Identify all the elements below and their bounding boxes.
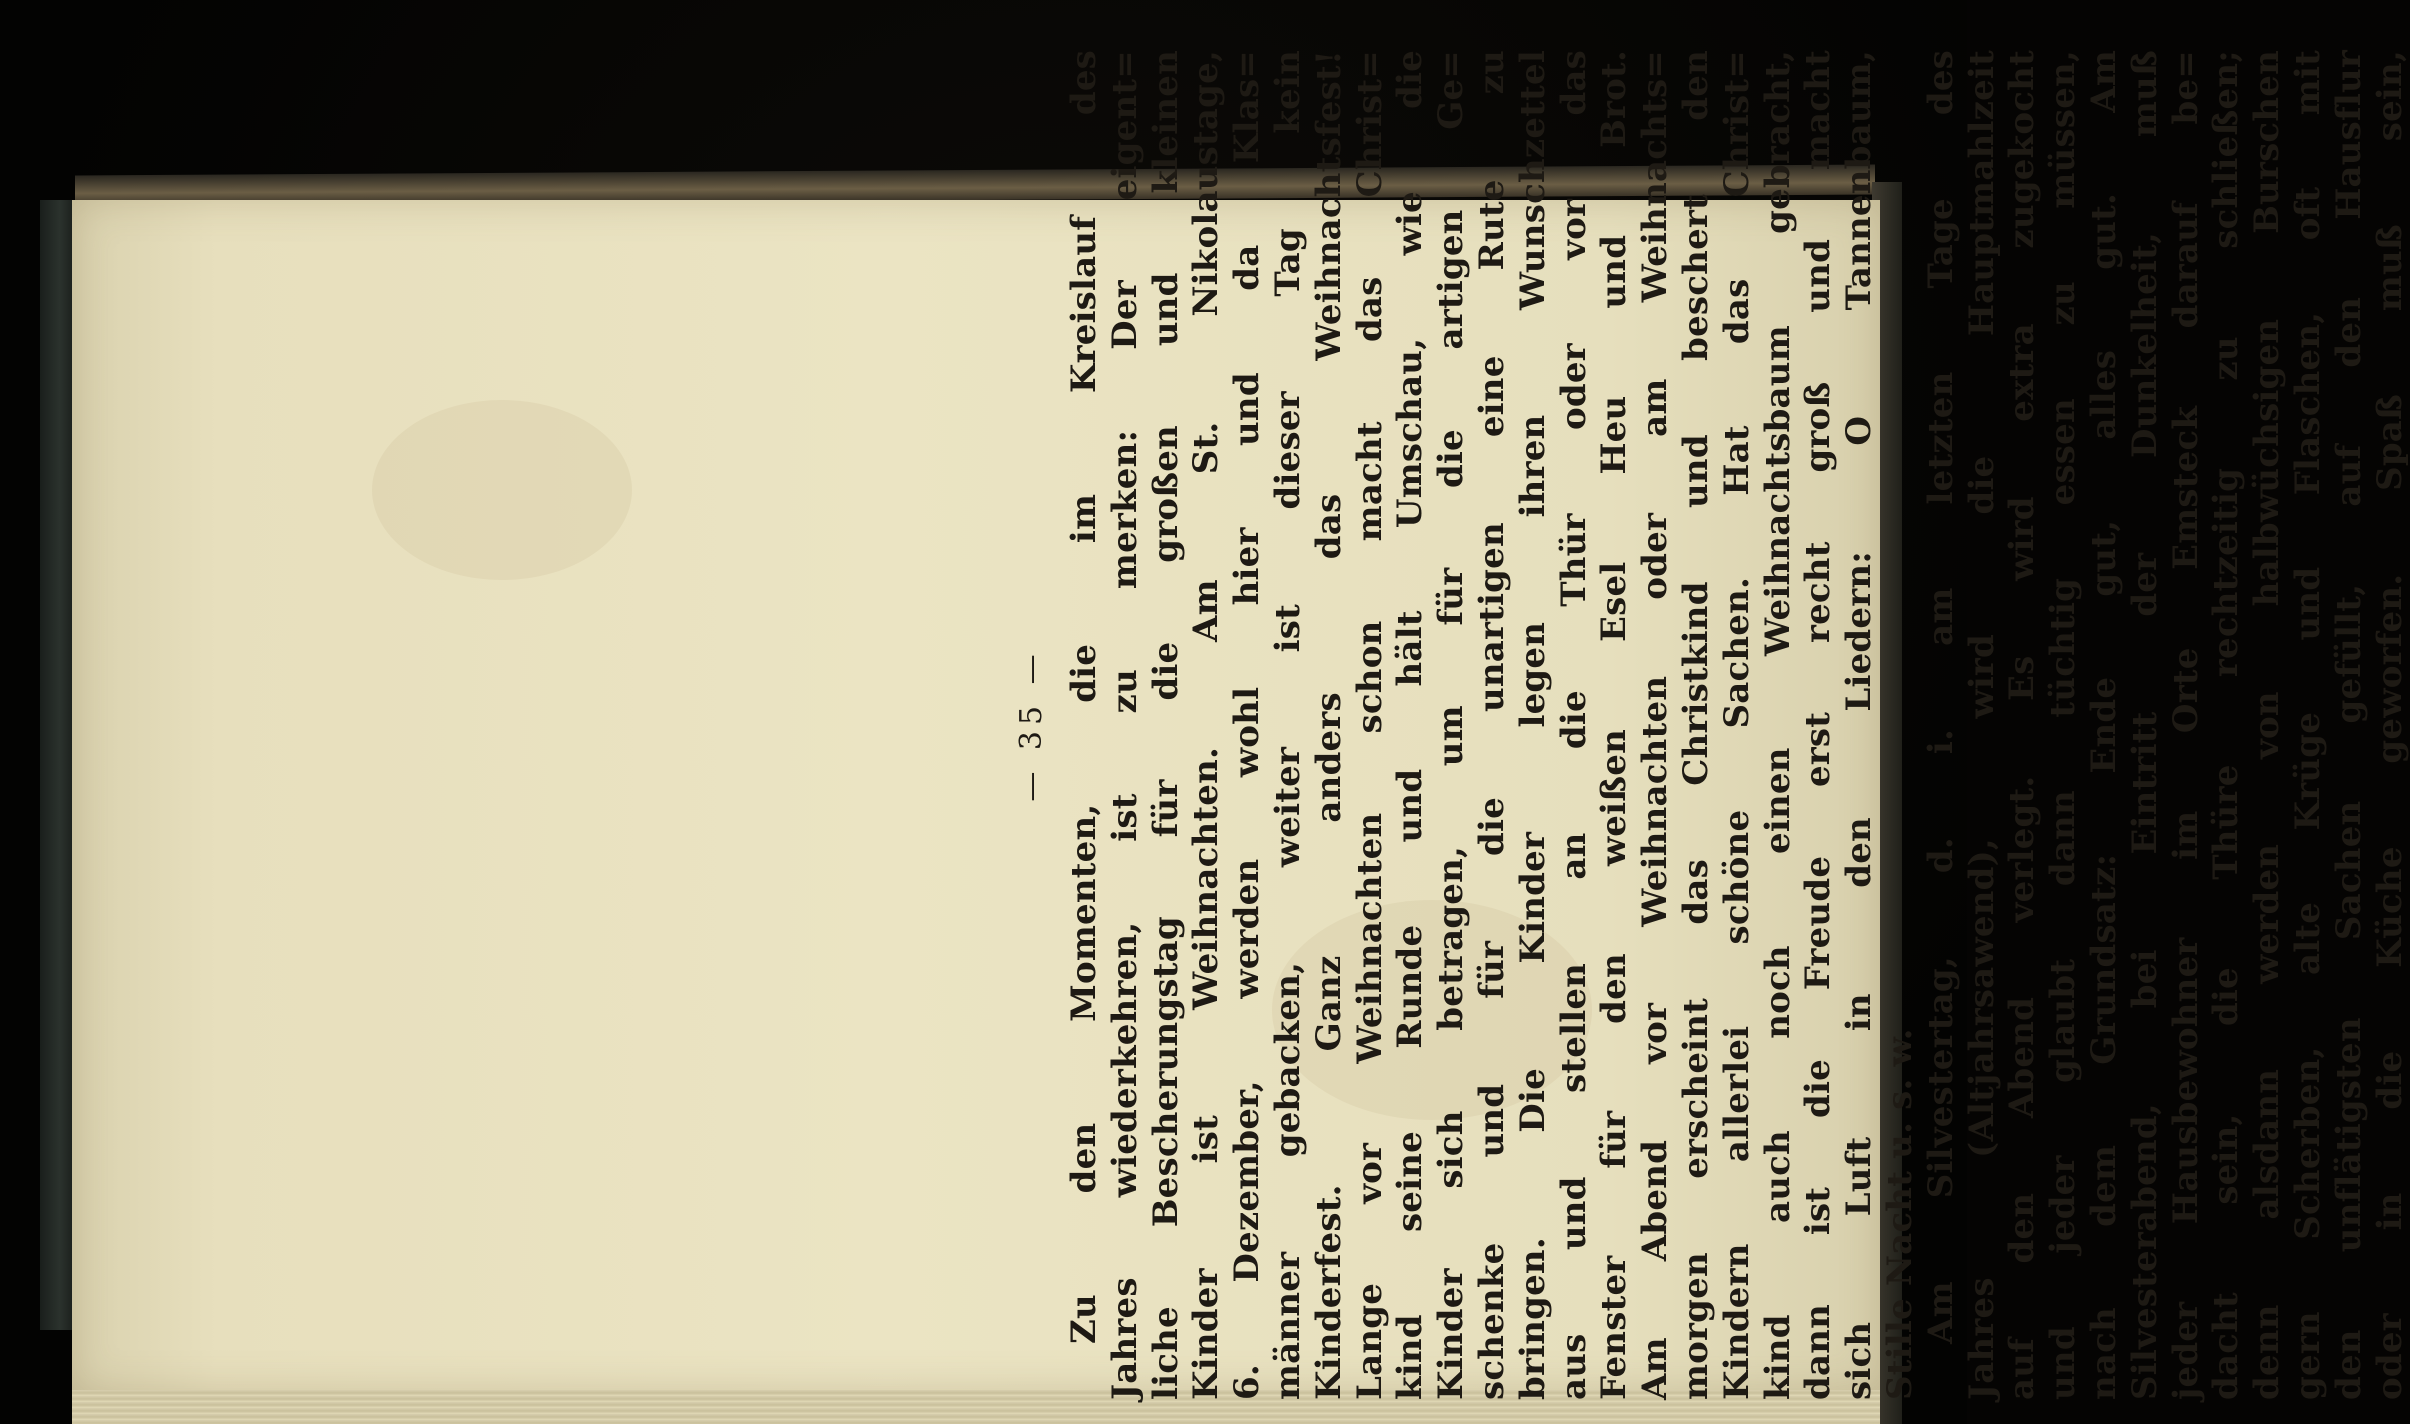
text-line: jeder Hausbewohner im Orte Emsteck darauf be=	[2165, 50, 2206, 1400]
text-line: aus und stellen an die Thür oder vor das	[1553, 50, 1594, 1400]
page-number-dash-left: —	[1014, 765, 1049, 802]
text-line: kind auch noch einen Weihnachtsbaum gebracht,	[1757, 50, 1798, 1400]
text-line: liche Bescherungstag für die großen und kleinen	[1145, 50, 1186, 1400]
text-line: kind seine Runde und hält Umschau, wie die	[1390, 50, 1431, 1400]
page-number-dash-right: —	[1014, 648, 1049, 685]
text-line: Kinder sich betragen, um für die artigen Ge=	[1431, 50, 1472, 1400]
text-line: Kinder ist Weihnachten. Am St. Nikolaustage,	[1186, 50, 1227, 1400]
text-line: sich Luft in den Liedern: O Tannenbaum,	[1839, 50, 1880, 1400]
text-line: Kinderfest. Ganz anders das Weihnachtsfest!	[1308, 50, 1349, 1400]
text-line: Silvesterabend, bei Eintritt der Dunkelheit, muß	[2124, 50, 2165, 1400]
text-line: dacht sein, die Thüre rechtzeitig zu schließen;	[2206, 50, 2247, 1400]
text-line: und jeder glaubt dann tüchtig essen zu müssen,	[2043, 50, 2084, 1400]
text-line: Jahres (Altjahrsawend), wird die Hauptmahlzeit	[1961, 50, 2002, 1400]
text-line: denn alsdann werden von halbwüchsigen Burschen	[2247, 50, 2288, 1400]
text-line: männer gebacken, weiter ist dieser Tag kein	[1267, 50, 1308, 1400]
text-line: Fenster für den weißen Esel Heu und Brot.	[1594, 50, 1635, 1400]
text-line: morgen erscheint das Christkind und beschert den	[1675, 50, 1716, 1400]
text-line: nach dem Grundsatz: Ende gut, alles gut. Am	[2083, 50, 2124, 1400]
text-line: 6. Dezember, werden wohl hier und da Klas=	[1227, 50, 1268, 1400]
text-line: Am Silvestertag, d. i. am letzten Tage des	[1920, 50, 1961, 1344]
text-line: Zu den Momenten, die im Kreislauf des	[1064, 50, 1104, 1344]
text-line: gern Scherben, alte Krüge und Flaschen, oft mit	[2287, 50, 2328, 1400]
page-number-value: 35	[1014, 699, 1049, 751]
text-line: Am Abend vor Weihnachten oder am Weihnachts=	[1635, 50, 1676, 1400]
text-line: Lange vor Weihnachten schon macht das Christ=	[1349, 50, 1390, 1400]
text-line: Kindern allerlei schöne Sachen. Hat das Christ=	[1716, 50, 1757, 1400]
text-line: dann ist die Freude erst recht groß und macht	[1798, 50, 1839, 1400]
text-lines	[1064, 50, 2410, 1400]
text-line: oder in die Küche geworfen. Spaß muß sein,	[2369, 50, 2410, 1400]
text-line: auf den Abend verlegt. Es wird extra zugekocht	[2002, 50, 2043, 1400]
text-line: bringen. Die Kinder legen ihren Wunschzettel	[1512, 50, 1553, 1400]
text-line: schenke und für die unartigen eine Rute zu	[1471, 50, 1512, 1400]
page-number	[1010, 50, 1054, 1400]
text-line: den unflätigsten Sachen gefüllt, auf den Hausflur	[2328, 50, 2369, 1400]
rotated-text-block	[1010, 50, 2410, 1400]
text-line: Jahres wiederkehren, ist zu merken: Der eigent=	[1104, 50, 1145, 1400]
paper-stain	[372, 400, 632, 580]
text-line: Stille Nacht u. s. w.	[1879, 1028, 1920, 1400]
